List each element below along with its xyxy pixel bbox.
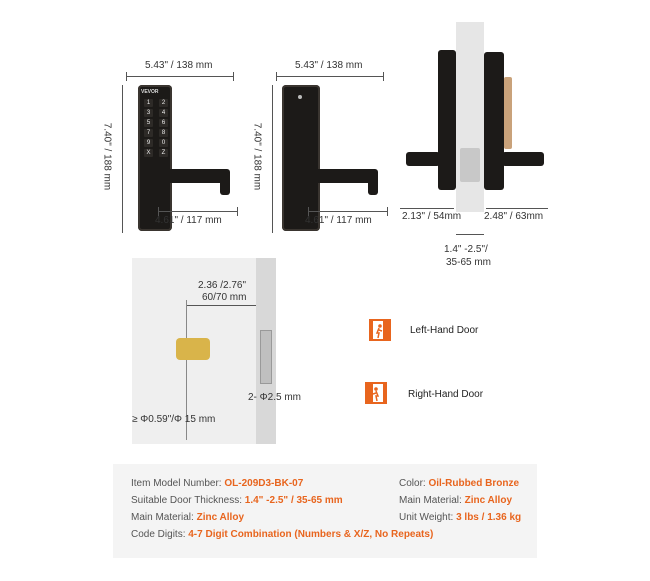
backset-dim-1: 2.36 /2.76" [198, 280, 247, 291]
keypad-key: 3 [144, 109, 153, 117]
keypad-key: 9 [144, 139, 153, 147]
keypad-key: 6 [159, 119, 168, 127]
right-hand-door-icon [364, 381, 388, 405]
back-height-dim: 7.40" / 188 mm [251, 122, 263, 191]
spec-thickness: Suitable Door Thickness: 1.4" -2.5" / 35-65 mm [131, 495, 343, 506]
right-hand-door-label: Right-Hand Door [408, 389, 484, 400]
keypad [144, 99, 168, 159]
hole-dim: ≥ Φ0.59"/Φ 15 mm [132, 414, 216, 425]
front-width-dim: 5.43" / 138 mm [145, 60, 213, 71]
spec-code: Code Digits: 4-7 Digit Combination (Numbers & X/Z, No Repeats) [131, 529, 434, 540]
left-hand-door-label: Left-Hand Door [410, 325, 479, 336]
side-left-dim: 2.13" / 54mm [402, 211, 462, 222]
keypad-key: 5 [144, 119, 153, 127]
latch-cylinder [176, 338, 210, 360]
backset-dim-2: 60/70 mm [202, 292, 247, 303]
spec-model: Item Model Number: OL-209D3-BK-07 [131, 478, 304, 489]
front-lever-dim: 4.61" / 117 mm [155, 215, 222, 226]
keypad-key: Z [159, 149, 168, 157]
latch-panel [132, 258, 301, 444]
front-view [100, 55, 240, 235]
keypad-key: 4 [159, 109, 168, 117]
front-lever [142, 169, 228, 183]
side-thickness-dim-1: 1.4" -2.5"/ [444, 244, 488, 255]
keypad-key: 1 [144, 99, 153, 107]
spec-material: Main Material: Zinc Alloy [131, 512, 245, 523]
back-lock-body [282, 85, 320, 231]
left-hand-door-icon [368, 318, 392, 342]
side-thickness-dim-2: 35-65 mm [446, 257, 492, 268]
keypad-key: 8 [159, 129, 168, 137]
keypad-key: X [144, 149, 153, 157]
latch-plate [260, 330, 272, 384]
spec-material-2: Main Material: Zinc Alloy [399, 495, 513, 506]
back-lever-dim: 4.61" / 117 mm [305, 215, 372, 226]
side-lock-body [484, 52, 504, 190]
spec-color: Color: Oil-Rubbed Bronze [399, 478, 520, 489]
keypad-key: 0 [159, 139, 168, 147]
front-height-dim: 7.40" / 188 mm [101, 122, 113, 191]
back-view [250, 55, 390, 235]
spec-panel [113, 464, 537, 558]
back-width-dim: 5.43" / 138 mm [295, 60, 363, 71]
keypad-key: 2 [159, 99, 168, 107]
back-lever [286, 169, 376, 183]
screw-dim: 2- Φ2.5 mm [248, 392, 301, 403]
side-view [398, 22, 558, 272]
spec-weight: Unit Weight: 3 lbs / 1.36 kg [399, 512, 522, 523]
side-right-dim: 2.48" / 63mm [484, 211, 544, 222]
brand-logo: VEVOR [141, 89, 159, 95]
keypad-key: 7 [144, 129, 153, 137]
